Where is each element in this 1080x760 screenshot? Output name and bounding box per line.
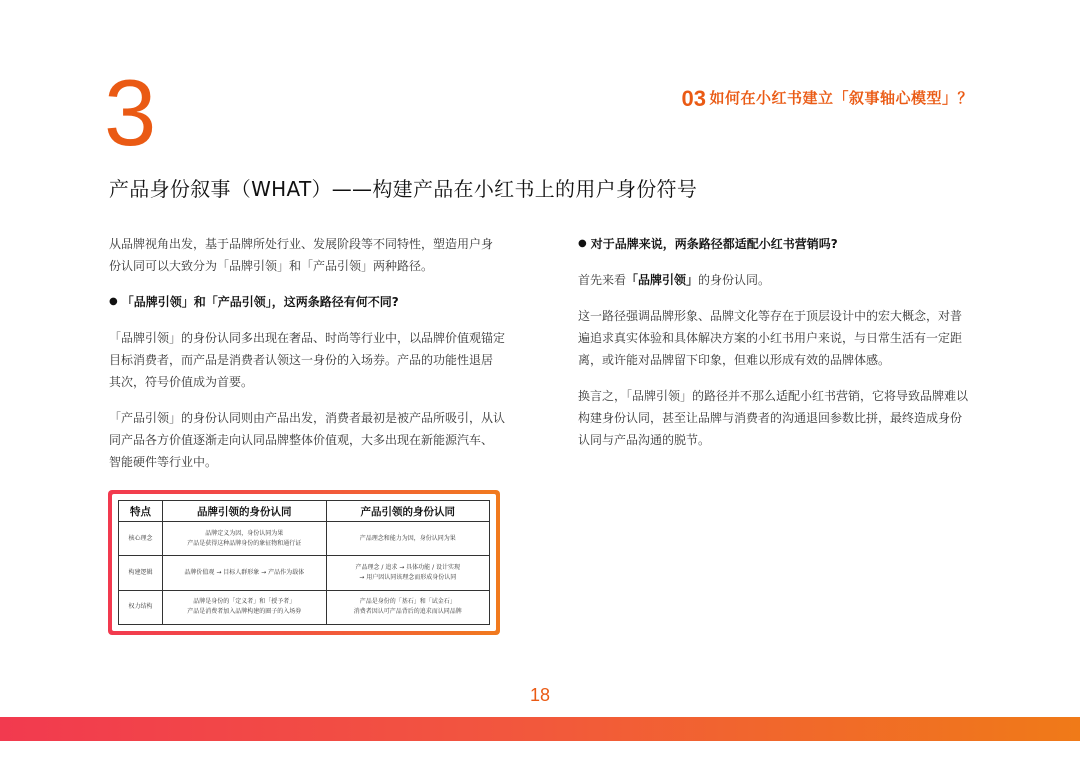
brand-line: 「品牌引领」的身份认同多出现在奢品、时尚等行业中，以品牌价值观锚定	[109, 331, 506, 345]
cell-line: 产品是身份的「基石」和「试金石」	[359, 598, 456, 606]
table-cell-product	[326, 556, 490, 590]
comparison-table-container	[112, 494, 496, 631]
footer-gradient-bar	[0, 717, 1080, 741]
table-row-key: 构建逻辑	[119, 556, 163, 590]
right-line: 离，或许能对品牌留下印象，但难以形成有效的品牌体感。	[578, 353, 891, 367]
product-line: 「产品引领」的身份认同则由产品出发，消费者最初是被产品所吸引，从认	[109, 411, 506, 425]
intro-line: 从品牌视角出发，基于品牌所处行业、发展阶段等不同特性，塑造用户身	[109, 237, 494, 251]
table-row	[119, 522, 490, 556]
table-cell-brand	[163, 522, 327, 556]
cell-line: → 用户因认同该理念而形成身份认同	[359, 573, 457, 581]
product-line: 智能硬件等行业中。	[109, 455, 218, 469]
table-cell-brand	[163, 556, 327, 590]
right-paragraph-1	[578, 305, 988, 371]
right-intro	[578, 269, 988, 291]
cell-line: 产品是消费者加入品牌构建的圈子的入场券	[187, 608, 302, 616]
left-question-text: 「品牌引领」和「产品引领」，这两条路径有何不同?	[121, 295, 399, 309]
right-line: 构建身份认同，甚至让品牌与消费者的沟通退回参数比拼，最终造成身份	[578, 411, 963, 425]
table-header-cell: 产品引领的身份认同	[326, 501, 490, 522]
brand-paragraph	[109, 327, 509, 393]
right-question	[578, 233, 988, 255]
table-cell-product	[326, 590, 490, 624]
right-column	[578, 233, 988, 465]
page-number: 18	[529, 685, 551, 705]
table-row-key: 权力结构	[119, 590, 163, 624]
cell-line: 产品理念和能力为因，身份认同为果	[359, 534, 456, 542]
right-line: 认同与产品沟通的脱节。	[578, 433, 711, 447]
right-paragraph-2	[578, 385, 988, 451]
cell-line: 品牌价值观 → 目标人群形象 → 产品作为载体	[184, 568, 305, 576]
right-intro-suffix: 的身份认同。	[698, 273, 771, 287]
cell-line: 品牌是身份的「定义者」和「授予者」	[193, 598, 296, 606]
badge-title: 如何在小红书建立「叙事轴心模型」？	[709, 88, 973, 107]
cell-line: 消费者因认可产品背后的追求而认同品牌	[353, 608, 462, 616]
right-intro-prefix: 首先来看	[578, 273, 627, 287]
table-row	[119, 556, 490, 590]
right-line: 遍追求真实体验和具体解决方案的小红书用户来说，与日常生活有一定距	[578, 331, 963, 345]
left-column	[109, 233, 509, 487]
table-header-cell: 特点	[119, 501, 163, 522]
table-cell-brand	[163, 590, 327, 624]
intro-line: 份认同可以大致分为「品牌引领」和「产品引领」两种路径。	[109, 259, 434, 273]
intro-paragraph	[109, 233, 509, 277]
section-badge	[681, 84, 973, 110]
table-header-row	[119, 501, 490, 522]
table-header-cell: 品牌引领的身份认同	[163, 501, 327, 522]
left-question	[109, 291, 509, 313]
badge-number	[681, 84, 709, 110]
table-row	[119, 590, 490, 624]
section-number: 3	[104, 60, 157, 165]
cell-line: 产品理念 / 追求 → 具体功能 / 设计实现	[355, 563, 460, 571]
right-line: 换言之，「品牌引领」的路径并不那么适配小红书营销，它将导致品牌难以	[578, 389, 969, 403]
brand-line: 目标消费者，而产品是消费者认领这一身份的入场券。产品的功能性退居	[109, 353, 494, 367]
page-title: 产品身份叙事（WHAT）——构建产品在小红书上的用户身份符号	[109, 177, 698, 201]
product-paragraph	[109, 407, 509, 473]
badge-number-text: 03	[681, 86, 706, 111]
cell-line: 产品是获得这种品牌身份的象征物和通行证	[187, 539, 302, 547]
table-cell-product	[326, 522, 490, 556]
right-intro-bold: 「品牌引领」	[626, 273, 699, 287]
product-line: 同产品各方价值逐渐走向认同品牌整体价值观，大多出现在新能源汽车、	[109, 433, 494, 447]
brand-line: 其次，符号价值成为首要。	[109, 375, 254, 389]
comparison-table	[118, 500, 490, 625]
right-question-text: 对于品牌来说，两条路径都适配小红书营销吗?	[590, 237, 838, 251]
right-line: 这一路径强调品牌形象、品牌文化等存在于顶层设计中的宏大概念，对普	[578, 309, 963, 323]
comparison-table-frame	[108, 490, 500, 635]
bullet-icon: ●	[578, 238, 587, 249]
table-row-key: 核心理念	[119, 522, 163, 556]
bullet-icon: ●	[109, 296, 118, 307]
cell-line: 品牌定义为因，身份认同为果	[205, 529, 284, 537]
